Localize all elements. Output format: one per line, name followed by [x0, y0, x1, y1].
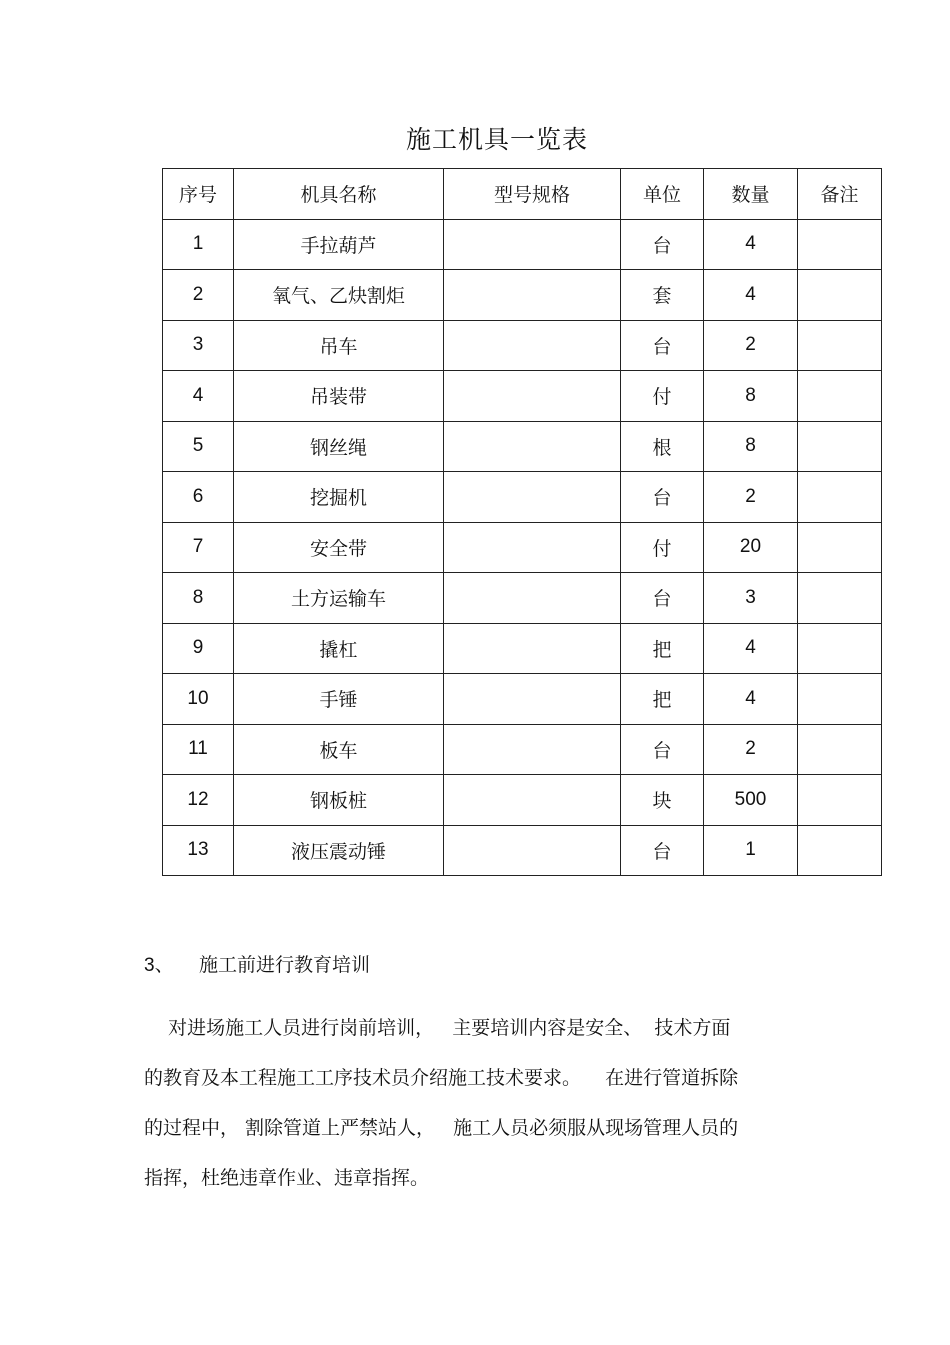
table-cell: 把: [621, 674, 704, 725]
equipment-table: [162, 168, 882, 876]
section-number: 3、: [144, 955, 174, 976]
table-cell: 10: [163, 674, 234, 725]
table-cell: 手锤: [234, 674, 444, 725]
table-cell: 吊车: [234, 320, 444, 371]
table-cell: 3: [704, 573, 798, 624]
table-cell: 块: [621, 775, 704, 826]
table-cell: [798, 371, 882, 422]
table-cell: 台: [621, 472, 704, 523]
table-cell: [798, 724, 882, 775]
table-cell: 500: [704, 775, 798, 826]
section-heading: [144, 952, 370, 979]
table-cell: [798, 472, 882, 523]
table-cell: 安全带: [234, 522, 444, 573]
page-title: 施工机具一览表: [405, 125, 588, 154]
table-cell: [798, 522, 882, 573]
table-cell: 2: [163, 270, 234, 321]
table-cell: 4: [704, 270, 798, 321]
header-cell: 备注: [798, 169, 882, 220]
table-cell: 撬杠: [234, 623, 444, 674]
table-cell: 4: [704, 219, 798, 270]
table-cell: 液压震动锤: [234, 825, 444, 876]
table-cell: [444, 472, 621, 523]
table-cell: 付: [621, 522, 704, 573]
table-row: [163, 371, 882, 422]
table-cell: [444, 320, 621, 371]
table-cell: [798, 219, 882, 270]
table-cell: 挖掘机: [234, 472, 444, 523]
table-row: [163, 623, 882, 674]
paragraph-line: 对进场施工人员进行岗前培训， 主要培训内容是安全、 技术方面: [144, 1017, 731, 1039]
table-cell: [798, 825, 882, 876]
table-cell: 8: [704, 421, 798, 472]
table-cell: 板车: [234, 724, 444, 775]
table-cell: 台: [621, 320, 704, 371]
table-cell: 把: [621, 623, 704, 674]
table-header-row: [163, 169, 882, 220]
table-cell: [444, 674, 621, 725]
paragraph-line: 的教育及本工程施工工序技术员介绍施工技术要求。 在进行管道拆除: [144, 1067, 739, 1089]
table-cell: 2: [704, 320, 798, 371]
table-cell: 4: [704, 674, 798, 725]
table-cell: 12: [163, 775, 234, 826]
table-cell: [444, 775, 621, 826]
table-cell: [798, 421, 882, 472]
header-cell: 序号: [163, 169, 234, 220]
table-row: [163, 472, 882, 523]
table-cell: 6: [163, 472, 234, 523]
table-cell: [798, 674, 882, 725]
table-cell: 吊装带: [234, 371, 444, 422]
table-cell: [798, 775, 882, 826]
table-row: [163, 573, 882, 624]
table-cell: [444, 219, 621, 270]
table-row: [163, 270, 882, 321]
table-cell: 3: [163, 320, 234, 371]
table-cell: 台: [621, 219, 704, 270]
header-cell: 数量: [704, 169, 798, 220]
table-cell: [444, 724, 621, 775]
table-cell: 1: [163, 219, 234, 270]
table-cell: 20: [704, 522, 798, 573]
table-row: [163, 825, 882, 876]
table-row: [163, 775, 882, 826]
table-cell: 5: [163, 421, 234, 472]
table-cell: 付: [621, 371, 704, 422]
table-cell: 根: [621, 421, 704, 472]
table-cell: 台: [621, 573, 704, 624]
table-row: [163, 320, 882, 371]
table-cell: 2: [704, 472, 798, 523]
table-cell: 氧气、乙炔割炬: [234, 270, 444, 321]
paragraph-line: 指挥，杜绝违章作业、违章指挥。: [144, 1167, 430, 1189]
table-cell: 9: [163, 623, 234, 674]
table-cell: 8: [704, 371, 798, 422]
table-cell: [798, 573, 882, 624]
header-cell: 型号规格: [444, 169, 621, 220]
paragraph-line: 的过程中， 割除管道上严禁站人， 施工人员必须服从现场管理人员的: [144, 1117, 739, 1139]
table-cell: [444, 522, 621, 573]
table-cell: [444, 421, 621, 472]
table-cell: [444, 270, 621, 321]
table-row: [163, 421, 882, 472]
table-cell: 8: [163, 573, 234, 624]
table-cell: 钢板桩: [234, 775, 444, 826]
table-row: [163, 522, 882, 573]
table-cell: [444, 623, 621, 674]
table-cell: [798, 320, 882, 371]
table-cell: 11: [163, 724, 234, 775]
table-cell: 13: [163, 825, 234, 876]
section-title: 施工前进行教育培训: [199, 954, 371, 976]
table-cell: 2: [704, 724, 798, 775]
table-cell: [444, 573, 621, 624]
table-cell: [798, 270, 882, 321]
table-cell: 1: [704, 825, 798, 876]
table-cell: 4: [163, 371, 234, 422]
table-cell: 4: [704, 623, 798, 674]
table-cell: 手拉葫芦: [234, 219, 444, 270]
table-cell: 台: [621, 825, 704, 876]
table-cell: [444, 371, 621, 422]
header-cell: 机具名称: [234, 169, 444, 220]
table-row: [163, 674, 882, 725]
table-cell: 套: [621, 270, 704, 321]
table-cell: 钢丝绳: [234, 421, 444, 472]
table-row: [163, 724, 882, 775]
table-cell: 土方运输车: [234, 573, 444, 624]
header-cell: 单位: [621, 169, 704, 220]
table-cell: [798, 623, 882, 674]
table-cell: [444, 825, 621, 876]
table-row: [163, 219, 882, 270]
table-cell: 台: [621, 724, 704, 775]
table-cell: 7: [163, 522, 234, 573]
